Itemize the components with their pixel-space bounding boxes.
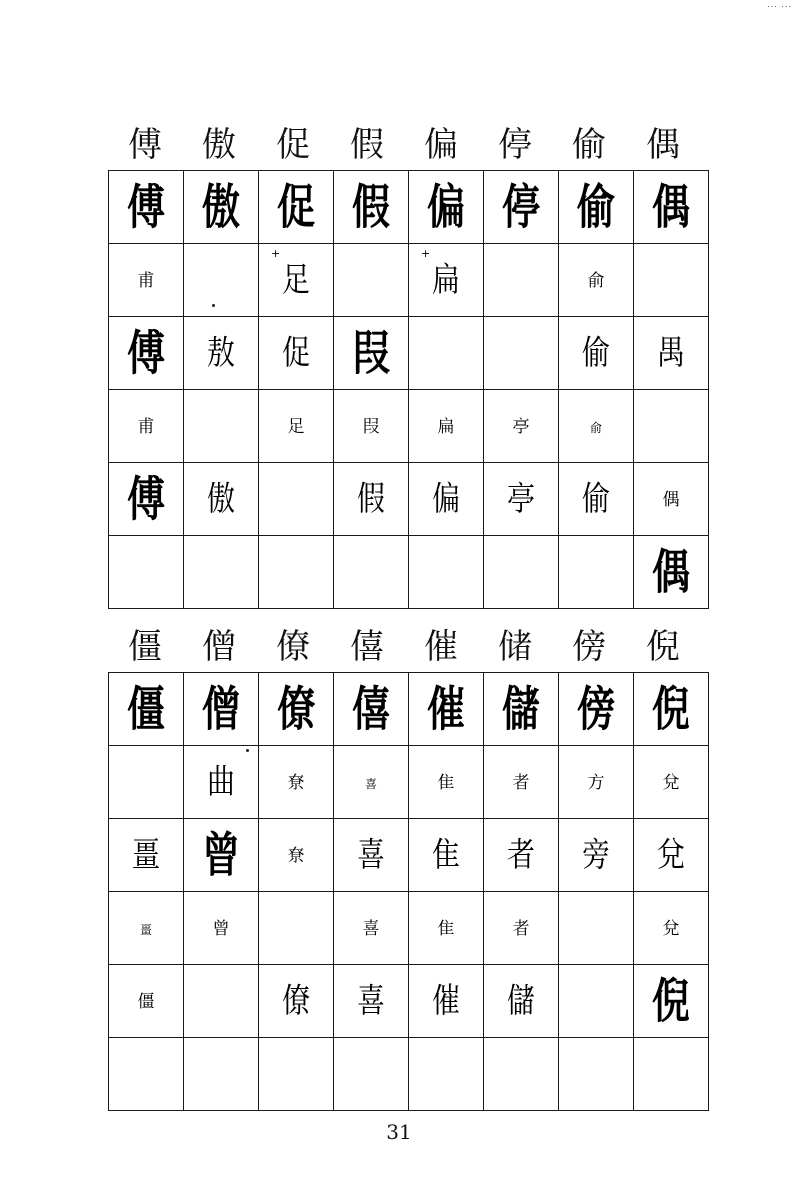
seal-glyph: 敖: [206, 332, 235, 373]
seal-glyph: 尞: [287, 845, 305, 866]
seal-glyph: 俞: [587, 270, 605, 291]
table-cell: [484, 390, 559, 463]
table-cell: [634, 819, 709, 892]
seal-glyph: 曾: [201, 826, 240, 883]
table-cell: [484, 746, 559, 819]
seal-glyph: 禺: [656, 332, 685, 373]
table-cell: [634, 746, 709, 819]
table-cell: [409, 1038, 484, 1111]
table-cell: [109, 892, 184, 965]
seal-glyph: 曾: [212, 918, 230, 939]
table-cell: [484, 536, 559, 609]
table-cell: [559, 965, 634, 1038]
seal-glyph: 兌: [662, 772, 680, 793]
table-cell: [259, 171, 334, 244]
table-cell: [409, 673, 484, 746]
seal-glyph: 偷: [581, 478, 610, 519]
table-cell: [259, 892, 334, 965]
seal-glyph: 傲: [201, 178, 240, 235]
table-cell: [409, 819, 484, 892]
table-cell: [259, 536, 334, 609]
seal-glyph: 僚: [281, 980, 310, 1021]
table-cell: [484, 171, 559, 244]
table-cell: [334, 892, 409, 965]
seal-glyph: 假: [356, 478, 385, 519]
seal-glyph: 者: [512, 772, 530, 793]
table-cell: [109, 390, 184, 463]
seal-glyph: 僚: [276, 680, 315, 737]
column-header: 催: [424, 627, 458, 667]
table-cell: [559, 1038, 634, 1111]
seal-glyph: 俞: [589, 420, 602, 435]
table-cell: [484, 892, 559, 965]
seal-glyph: 扁: [437, 416, 455, 437]
table-cell: [559, 390, 634, 463]
seal-glyph: 假: [351, 178, 390, 235]
column-header: 倪: [646, 627, 680, 667]
table-row: [109, 244, 709, 317]
table-cell: [334, 1038, 409, 1111]
table-cell: [334, 317, 409, 390]
table-cell: [259, 819, 334, 892]
table-cell: [184, 536, 259, 609]
table-cell: [334, 965, 409, 1038]
table-cell: [259, 390, 334, 463]
seal-glyph: 傅: [126, 470, 165, 527]
seal-glyph: 者: [506, 834, 535, 875]
table-cell: [409, 317, 484, 390]
table-cell: [634, 673, 709, 746]
seal-glyph: 畺: [131, 834, 160, 875]
seal-glyph: 儲: [501, 680, 540, 737]
seal-glyph: 催: [431, 980, 460, 1021]
table-cell: [559, 317, 634, 390]
seal-glyph: 兌: [656, 834, 685, 875]
table-cell: [184, 317, 259, 390]
header-row-1: [108, 120, 700, 170]
table-cell: [109, 463, 184, 536]
table-row: [109, 965, 709, 1038]
table-cell: [109, 673, 184, 746]
column-header: 偶: [646, 125, 680, 165]
table-cell: [109, 746, 184, 819]
seal-glyph: 促: [281, 332, 310, 373]
seal-glyph: 足: [281, 259, 310, 300]
table-cell: [334, 244, 409, 317]
column-header: 储: [498, 627, 532, 667]
table-cell: [184, 673, 259, 746]
table-cell: [334, 536, 409, 609]
seal-glyph: 傅: [126, 178, 165, 235]
corner-mark: ... ...: [767, 0, 792, 9]
header-row-2: [108, 622, 700, 672]
table-cell: [109, 171, 184, 244]
seal-glyph: 僵: [126, 680, 165, 737]
table-cell: [259, 1038, 334, 1111]
column-header: 傅: [128, 125, 162, 165]
table-row: [109, 171, 709, 244]
table-row: [109, 463, 709, 536]
column-header: 偷: [572, 125, 606, 165]
table-cell: [184, 819, 259, 892]
table-cell: [184, 892, 259, 965]
table-cell: [634, 244, 709, 317]
table-cell: [259, 317, 334, 390]
table-row: [109, 746, 709, 819]
seal-glyph: 叚: [351, 324, 390, 381]
table-cell: [184, 463, 259, 536]
table-cell: [484, 673, 559, 746]
table-cell: [409, 463, 484, 536]
seal-glyph: 畺: [139, 922, 152, 937]
table-cell: [559, 673, 634, 746]
column-header: 傲: [202, 125, 236, 165]
table-cell: [259, 244, 334, 317]
table-cell: [259, 965, 334, 1038]
table-cell: [634, 171, 709, 244]
table-cell: [259, 463, 334, 536]
table-cell: [109, 244, 184, 317]
table-cell: [559, 463, 634, 536]
table-cell: [109, 317, 184, 390]
table-cell: [484, 244, 559, 317]
seal-glyph: 方: [587, 772, 605, 793]
table-cell: [184, 244, 259, 317]
seal-glyph: 催: [426, 680, 465, 737]
seal-glyph: 扁: [431, 259, 460, 300]
table-cell: [184, 390, 259, 463]
table-cell: [334, 171, 409, 244]
table-cell: [559, 536, 634, 609]
seal-glyph: 曲: [206, 761, 235, 802]
seal-glyph: 傅: [126, 324, 165, 381]
table-cell: [409, 746, 484, 819]
seal-glyph: 偏: [431, 478, 460, 519]
table-cell: [634, 536, 709, 609]
table-cell: [184, 171, 259, 244]
stray-dot: [246, 749, 249, 752]
table-cell: [334, 819, 409, 892]
seal-glyph: 尞: [287, 772, 305, 793]
table-cell: [484, 819, 559, 892]
table-cell: [109, 536, 184, 609]
plus-mark: +: [271, 247, 281, 260]
seal-glyph: 停: [501, 178, 540, 235]
table-cell: [409, 965, 484, 1038]
seal-glyph: 僖: [351, 680, 390, 737]
table-cell: [109, 819, 184, 892]
column-header: 僚: [276, 627, 310, 667]
seal-glyph: 倪: [651, 680, 690, 737]
table-cell: [334, 390, 409, 463]
table-cell: [334, 673, 409, 746]
seal-glyph: 喜: [364, 776, 377, 791]
seal-glyph: 亭: [506, 478, 535, 519]
seal-glyph: 偏: [426, 178, 465, 235]
column-header: 僵: [128, 627, 162, 667]
column-header: 停: [498, 125, 532, 165]
table-cell: [634, 390, 709, 463]
table-cell: [109, 965, 184, 1038]
table-cell: [634, 317, 709, 390]
table-cell: [484, 463, 559, 536]
table-row: [109, 536, 709, 609]
seal-glyph: 喜: [356, 834, 385, 875]
seal-glyph: 偶: [662, 489, 680, 510]
table-cell: [634, 892, 709, 965]
seal-glyph: 足: [287, 416, 305, 437]
table-cell: [409, 171, 484, 244]
table-cell: [259, 746, 334, 819]
seal-glyph: 者: [512, 918, 530, 939]
column-header: 僖: [350, 627, 384, 667]
table-cell: [559, 819, 634, 892]
seal-glyph: 喜: [362, 918, 380, 939]
table-cell: [559, 171, 634, 244]
table-row: [109, 1038, 709, 1111]
table-cell: [334, 746, 409, 819]
table-cell: [409, 536, 484, 609]
seal-glyph: 倪: [651, 972, 690, 1029]
table-cell: [184, 965, 259, 1038]
seal-glyph: 儲: [506, 980, 535, 1021]
seal-glyph: 旁: [581, 834, 610, 875]
seal-glyph: 偶: [651, 543, 690, 600]
column-header: 促: [276, 125, 310, 165]
seal-glyph: 隹: [431, 834, 460, 875]
table-cell: [634, 1038, 709, 1111]
seal-glyph: 傲: [206, 478, 235, 519]
table-cell: [409, 390, 484, 463]
seal-glyph: 偷: [581, 332, 610, 373]
table-cell: [634, 965, 709, 1038]
stray-dot: [212, 304, 215, 307]
seal-glyph: 隹: [437, 918, 455, 939]
plus-mark: +: [421, 247, 431, 260]
table-cell: [559, 746, 634, 819]
table-cell: [409, 244, 484, 317]
seal-glyph: 甫: [137, 270, 155, 291]
seal-glyph: 傍: [576, 680, 615, 737]
table-cell: [184, 746, 259, 819]
table-cell: [559, 892, 634, 965]
table-row: [109, 892, 709, 965]
table-cell: [259, 673, 334, 746]
table-row: [109, 390, 709, 463]
table-cell: [559, 244, 634, 317]
table-cell: [184, 1038, 259, 1111]
column-header: 偏: [424, 125, 458, 165]
seal-glyph: 偷: [576, 178, 615, 235]
table-cell: [484, 317, 559, 390]
seal-glyph: 兌: [662, 918, 680, 939]
seal-glyph: 亭: [512, 416, 530, 437]
table-cell: [634, 463, 709, 536]
seal-table-2: [108, 672, 709, 1111]
table-cell: [484, 1038, 559, 1111]
column-header: 假: [350, 125, 384, 165]
table-row: [109, 317, 709, 390]
seal-glyph: 甫: [137, 416, 155, 437]
table-row: [109, 819, 709, 892]
seal-glyph: 叚: [362, 416, 380, 437]
seal-glyph: 促: [276, 178, 315, 235]
table-cell: [409, 892, 484, 965]
column-header: 僧: [202, 627, 236, 667]
seal-glyph: 僵: [137, 991, 155, 1012]
table-cell: [484, 965, 559, 1038]
column-header: 傍: [572, 627, 606, 667]
seal-glyph: 喜: [356, 980, 385, 1021]
seal-table-1: [108, 170, 709, 609]
seal-glyph: 偶: [651, 178, 690, 235]
page-number: 31: [386, 1120, 412, 1144]
seal-glyph: 隹: [437, 772, 455, 793]
table-cell: [109, 1038, 184, 1111]
table-cell: [334, 463, 409, 536]
seal-glyph: 僧: [201, 680, 240, 737]
table-row: [109, 673, 709, 746]
